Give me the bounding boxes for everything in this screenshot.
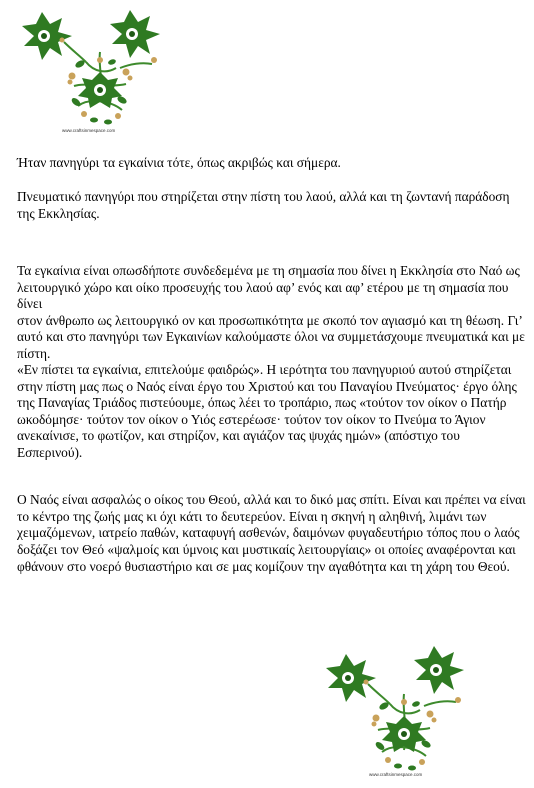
paragraph-3 — [17, 263, 527, 461]
paragraph-4: Ο Ναός είναι ασφαλώς ο οίκος του Θεού, αλλά και το δικό μας σπίτι. Είναι και πρέπει να είναι το κέντρο της ζωής μας κι όχι κάτι το δευτερεύον. Είναι η σκηνή η αληθινή, λιμάνι των χειμαζόμενων, ιατρείο παθών, καταφυγή ασθενών, δαιμόνων φυγαδευτήριο τόπος που ο λαός δοξάζει τον Θεό «ψαλμοίς και ύμνοις και μυστικαίς λειτουργίαις» οι οποίες αναφέρονται και φθάνουν στο νοερό θυσιαστήριο και σε μας κομίζουν την αγαθότητα και τη χάρη του Θεού. — [17, 492, 526, 574]
leaf-cluster-right-icon — [110, 10, 160, 58]
floral-ornament-bottom — [320, 638, 490, 780]
paragraph-3-line: στον άνθρωπο ως λειτουργικό ον και προσωπικότητα με σκοπό τον αγιασμό και τη θέωση. Γι’ αυτό και στο πανηγύρι των Εγκαινίων καλούμαστε όλοι να συμμετάσχουμε πνευματικά και με πίστη. — [17, 312, 525, 361]
paragraph-2: Πνευματικό πανηγύρι που στηρίζεται στην πίστη του λαού, αλλά και τη ζωντανή παράδοση της Εκκλησίας. — [17, 189, 510, 221]
paragraph-3-line: «Εν πίστει τα εγκαίνια, επιτελούμε φαιδρώς». Η ιερότητα του πανηγυριού αυτού στηρίζεται στην πίστη μας πως ο Ναός είναι έργο του Χριστού και του Παναγίου Πνεύματος· έργο όλης της Παναγίας Τριάδος πιστεύουμε, όπως λέει το τροπάριο, πως «τούτον τον οίκον ο Πατήρ ωκοδόμησε· τούτον τον οίκον ο Υιός εστερέωσε· τούτον τον οίκον το Πνεύμα το Άγιον ανεκαίνισε, το φωτίζον, και στηρίζον, και αγιάζον τας ψυχάς ημών» (απόστιχο του Εσπερινού). — [17, 362, 517, 460]
paragraph-1: Ήταν πανηγύρι τα εγκαίνια τότε, όπως ακριβώς και σήμερα. — [17, 155, 341, 170]
floral-ornament-top — [14, 2, 184, 134]
leaf-cluster-left-icon — [326, 654, 376, 702]
credit-text-bottom: www.craftsinmespace.com — [369, 772, 423, 777]
paragraph-3-line: Τα εγκαίνια είναι οπωσδήποτε συνδεδεμένα με τη σημασία που δίνει η Εκκλησία στο Ναό ως λειτουργικό χώρο και οίκο προσευχής του λαού αφ’ ενός και αφ’ ετέρου με τη σημασία που δίνει — [17, 263, 520, 311]
credit-text-top: www.craftsinmespace.com — [62, 128, 116, 133]
leaf-cluster-right-icon — [414, 646, 464, 694]
leaf-cluster-left-icon — [22, 12, 72, 60]
